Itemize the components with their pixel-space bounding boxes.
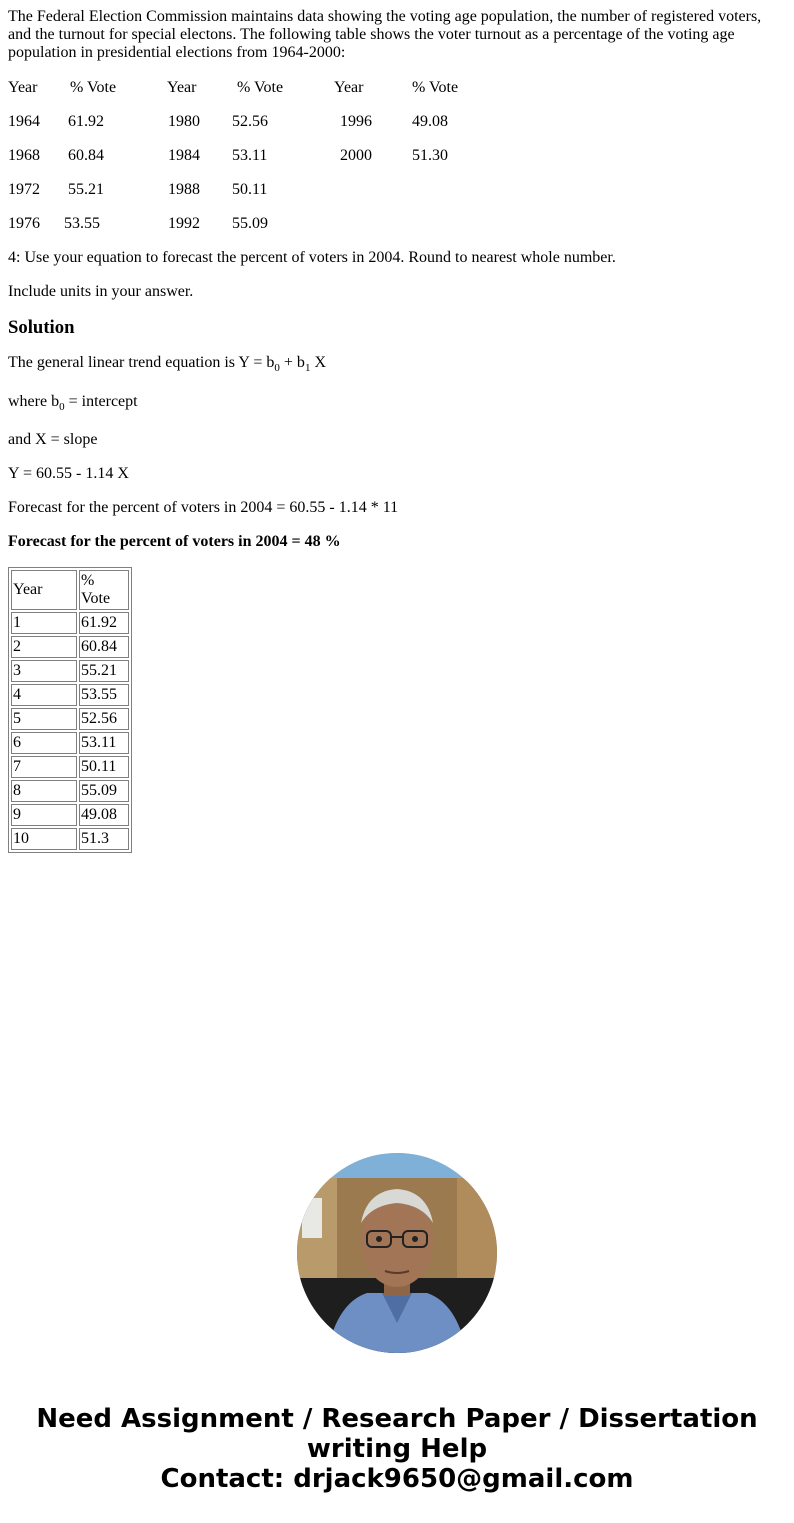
table-row <box>11 804 129 826</box>
table-cell-year: 2 <box>11 636 77 658</box>
instruction-text: Include units in your answer. <box>8 283 194 300</box>
vote-year: 2000 <box>340 147 372 164</box>
table-row <box>11 636 129 658</box>
vote-table-row <box>8 215 778 233</box>
vote-year: 1964 <box>8 113 40 130</box>
forecast-line: Forecast for the percent of voters in 2004 = 60.55 - 1.14 * 11 <box>8 499 399 516</box>
table-row <box>11 612 129 634</box>
vote-year: 1992 <box>168 215 200 232</box>
forecast-answer-text: Forecast for the percent of voters in 2004 = 48 % <box>8 533 341 550</box>
vote-pct: 55.21 <box>68 181 104 198</box>
index-vote-table-body <box>11 570 129 850</box>
table-cell-year: 5 <box>11 708 77 730</box>
table-cell-vote: 53.11 <box>79 732 129 754</box>
problem-intro: The Federal Election Commission maintains data showing the voting age population, the number of registered voters, and the turnout for special electons. The following table shows the voter turnout as a percentage of the voting age population in presidential elections from 1964-2000: <box>8 8 762 61</box>
index-vote-table <box>8 567 132 853</box>
vote-year: 1968 <box>8 147 40 164</box>
table-cell-vote: 52.56 <box>79 708 129 730</box>
eq-mid: + b <box>279 354 305 371</box>
vote-pct: 55.09 <box>232 215 268 232</box>
vote-year: 1988 <box>168 181 200 198</box>
vote-header-pct-2: % Vote <box>237 79 284 96</box>
vote-header-pct-3: % Vote <box>412 79 459 96</box>
vote-table-header-row <box>8 79 778 97</box>
where-end: = intercept <box>64 393 138 410</box>
table-cell-vote: 50.11 <box>79 756 129 778</box>
fitted-equation: Y = 60.55 - 1.14 X <box>8 465 129 482</box>
vote-header-pct-1: % Vote <box>70 79 117 96</box>
table-row <box>11 708 129 730</box>
vote-pct: 50.11 <box>232 181 268 198</box>
vote-year: 1984 <box>168 147 200 164</box>
vote-pct: 53.11 <box>232 147 268 164</box>
table-cell-vote: 53.55 <box>79 684 129 706</box>
vote-header-year-3: Year <box>334 79 364 96</box>
table-row <box>11 828 129 850</box>
table-row <box>11 756 129 778</box>
vote-year: 1976 <box>8 215 40 232</box>
vote-year: 1972 <box>8 181 40 198</box>
author-avatar <box>297 1153 497 1353</box>
eq-subscript-0: 0 <box>274 362 280 374</box>
eq-subscript-1: 1 <box>304 362 311 374</box>
footer-line-2: writing Help <box>306 1434 488 1464</box>
table-header-vote: % Vote <box>79 570 129 610</box>
vote-pct: 49.08 <box>412 113 448 130</box>
table-cell-year: 3 <box>11 660 77 682</box>
table-cell-vote: 60.84 <box>79 636 129 658</box>
vote-pct: 51.30 <box>412 147 448 164</box>
vote-header-year-1: Year <box>8 79 38 96</box>
footer-contact: Contact: drjack9650@gmail.com <box>160 1464 634 1494</box>
table-row <box>11 732 129 754</box>
table-cell-vote: 55.09 <box>79 780 129 802</box>
vote-table-row <box>8 147 778 165</box>
forecast-answer <box>8 533 778 551</box>
table-cell-year: 7 <box>11 756 77 778</box>
table-cell-vote: 61.92 <box>79 612 129 634</box>
vote-pct: 60.84 <box>68 147 104 164</box>
vote-table-row <box>8 181 778 199</box>
vote-pct: 53.55 <box>64 215 100 232</box>
footer-ad <box>0 1404 794 1494</box>
where-prefix: where b <box>8 393 60 410</box>
table-cell-vote: 55.21 <box>79 660 129 682</box>
vote-pct: 61.92 <box>68 113 104 130</box>
vote-year: 1996 <box>340 113 372 130</box>
eq-prefix: The general linear trend equation is Y = b <box>8 354 275 371</box>
table-cell-year: 10 <box>11 828 77 850</box>
table-cell-year: 8 <box>11 780 77 802</box>
vote-year: 1980 <box>168 113 200 130</box>
vote-table-row <box>8 113 778 131</box>
table-cell-vote: 49.08 <box>79 804 129 826</box>
table-cell-year: 4 <box>11 684 77 706</box>
table-cell-year: 1 <box>11 612 77 634</box>
table-header-year: Year <box>11 570 77 610</box>
trend-equation-line <box>8 354 778 372</box>
vote-pct: 52.56 <box>232 113 268 130</box>
table-cell-year: 6 <box>11 732 77 754</box>
author-portrait-image <box>297 1153 497 1353</box>
table-row <box>11 684 129 706</box>
table-cell-year: 9 <box>11 804 77 826</box>
table-header-row <box>11 570 129 610</box>
table-row <box>11 780 129 802</box>
slope-line: and X = slope <box>8 431 98 448</box>
vote-header-year-2: Year <box>167 79 197 96</box>
intercept-line <box>8 393 778 411</box>
document-body <box>8 8 778 853</box>
solution-heading: Solution <box>8 317 75 338</box>
footer-line-1: Need Assignment / Research Paper / Dissertation <box>36 1404 758 1434</box>
table-row <box>11 660 129 682</box>
eq-end: X <box>310 354 326 371</box>
table-cell-vote: 51.3 <box>79 828 129 850</box>
question-text: 4: Use your equation to forecast the percent of voters in 2004. Round to nearest whole number. <box>8 249 616 266</box>
where-subscript: 0 <box>59 401 65 413</box>
